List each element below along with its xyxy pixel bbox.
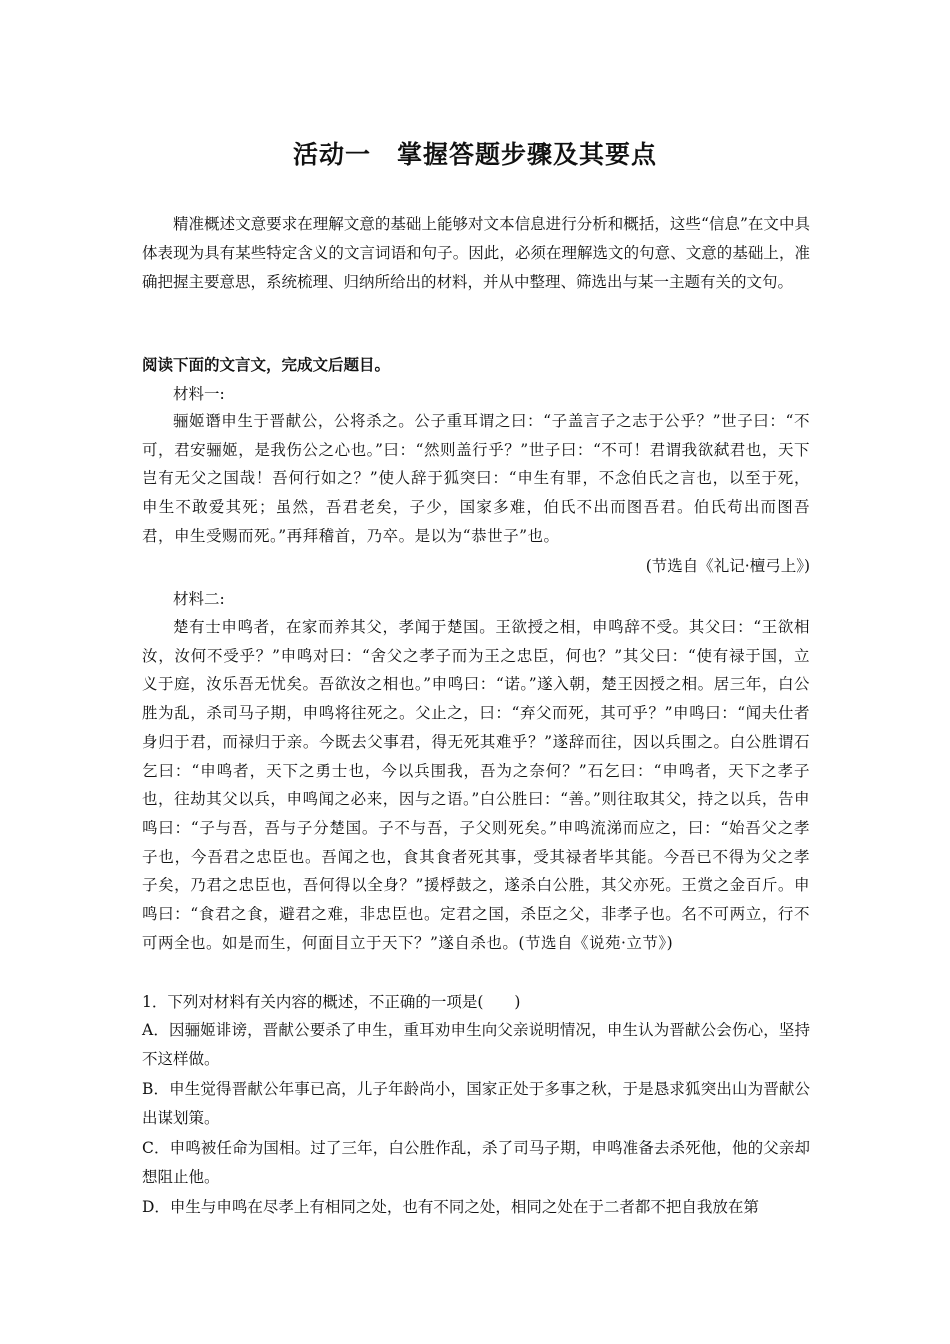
question-stem: 1．下列对材料有关内容的概述，不正确的一项是( ) xyxy=(142,993,521,1011)
intro-paragraph: 精准概述文意要求在理解文意的基础上能够对文本信息进行分析和概括，这些“信息”在文中具体表现为具有某些特定含义的文言词语和句子。因此，必须在理解选文的句意、文意的基础上，准确把握主要意思，系统梳理、归纳所给出的材料，并从中整理、筛选出与某一主题有关的文句。 xyxy=(142,215,810,291)
option-b: B．申生觉得晋献公年事已高，儿子年龄尚小，国家正处于多事之秋，于是恳求狐突出山为晋献公出谋划策。 xyxy=(142,1080,810,1127)
material-1-source: (节选自《礼记·檀弓上》) xyxy=(645,557,810,575)
material-1-text: 骊姬谮申生于晋献公，公将杀之。公子重耳谓之曰：“子盖言子之志于公乎？”世子曰：“不可，君安骊姬，是我伤公之心也。”曰：“然则盖行乎？”世子曰：“不可！君谓我欲弑君也，天下岂有无父之国哉！吾何行如之？”使人辞于狐突曰：“申生有罪，不念伯氏之言也，以至于死，申生不敢爱其死；虽然，吾君老矣，子少，国家多难，伯氏不出而图吾君。伯氏苟出而图吾君，申生受赐而死。”再拜稽首，乃卒。是以为“恭世子”也。 xyxy=(142,412,810,545)
material-2-text: 楚有士申鸣者，在家而养其父，孝闻于楚国。王欲授之相，申鸣辞不受。其父曰：“王欲相汝，汝何不受乎？”申鸣对曰：“舍父之孝子而为王之忠臣，何也？”其父曰：“使有禄于国，立义于庭，汝乐吾无忧矣。吾欲汝之相也。”申鸣曰：“诺。”遂入朝，楚王因授之相。居三年，白公胜为乱，杀司马子期，申鸣将往死之。父止之，曰：“弃父而死，其可乎？”申鸣曰：“闻夫仕者身归于君，而禄归于亲。今既去父事君，得无死其难乎？”遂辞而往，因以兵围之。白公胜谓石乞曰：“申鸣者，天下之勇士也，今以兵围我，吾为之奈何？”石乞曰：“申鸣者，天下之孝子也，往劫其父以兵，申鸣闻之必来，因与之语。”白公胜曰：“善。”则往取其父，持之以兵，告申鸣曰：“子与吾，吾与子分楚国。子不与吾，子父则死矣。”申鸣流涕而应之，曰：“始吾父之孝子也，今吾君之忠臣也。吾闻之也，食其食者死其事，受其禄者毕其能。今吾已不得为父之孝子矣，乃君之忠臣也，吾何得以全身？”援桴鼓之，遂杀白公胜，其父亦死。王赏之金百斤。申鸣曰：“食君之食，避君之难，非忠臣也。定君之国，杀臣之父，非孝子也。名不可两立，行不可两全也。如是而生，何面目立于天下？”遂自杀也。(节选自《说苑·立节》) xyxy=(142,618,810,952)
option-a: A．因骊姬诽谤，晋献公要杀了申生，重耳劝申生向父亲说明情况，申生认为晋献公会伤心，坚持不这样做。 xyxy=(142,1021,810,1068)
option-d: D．申生与申鸣在尽孝上有相同之处，也有不同之处，相同之处在于二者都不把自我放在第 xyxy=(142,1198,759,1216)
page-title: 活动一 掌握答题步骤及其要点 xyxy=(292,140,657,169)
question-options xyxy=(142,1016,810,1224)
option-c: C．申鸣被任命为国相。过了三年，白公胜作乱，杀了司马子期，申鸣准备去杀死他，他的父亲却想阻止他。 xyxy=(142,1139,810,1186)
material-2-label: 材料二: xyxy=(173,590,225,608)
reading-instruction: 阅读下面的文言文，完成文后题目。 xyxy=(142,355,391,374)
material-1-label: 材料一: xyxy=(173,385,225,403)
